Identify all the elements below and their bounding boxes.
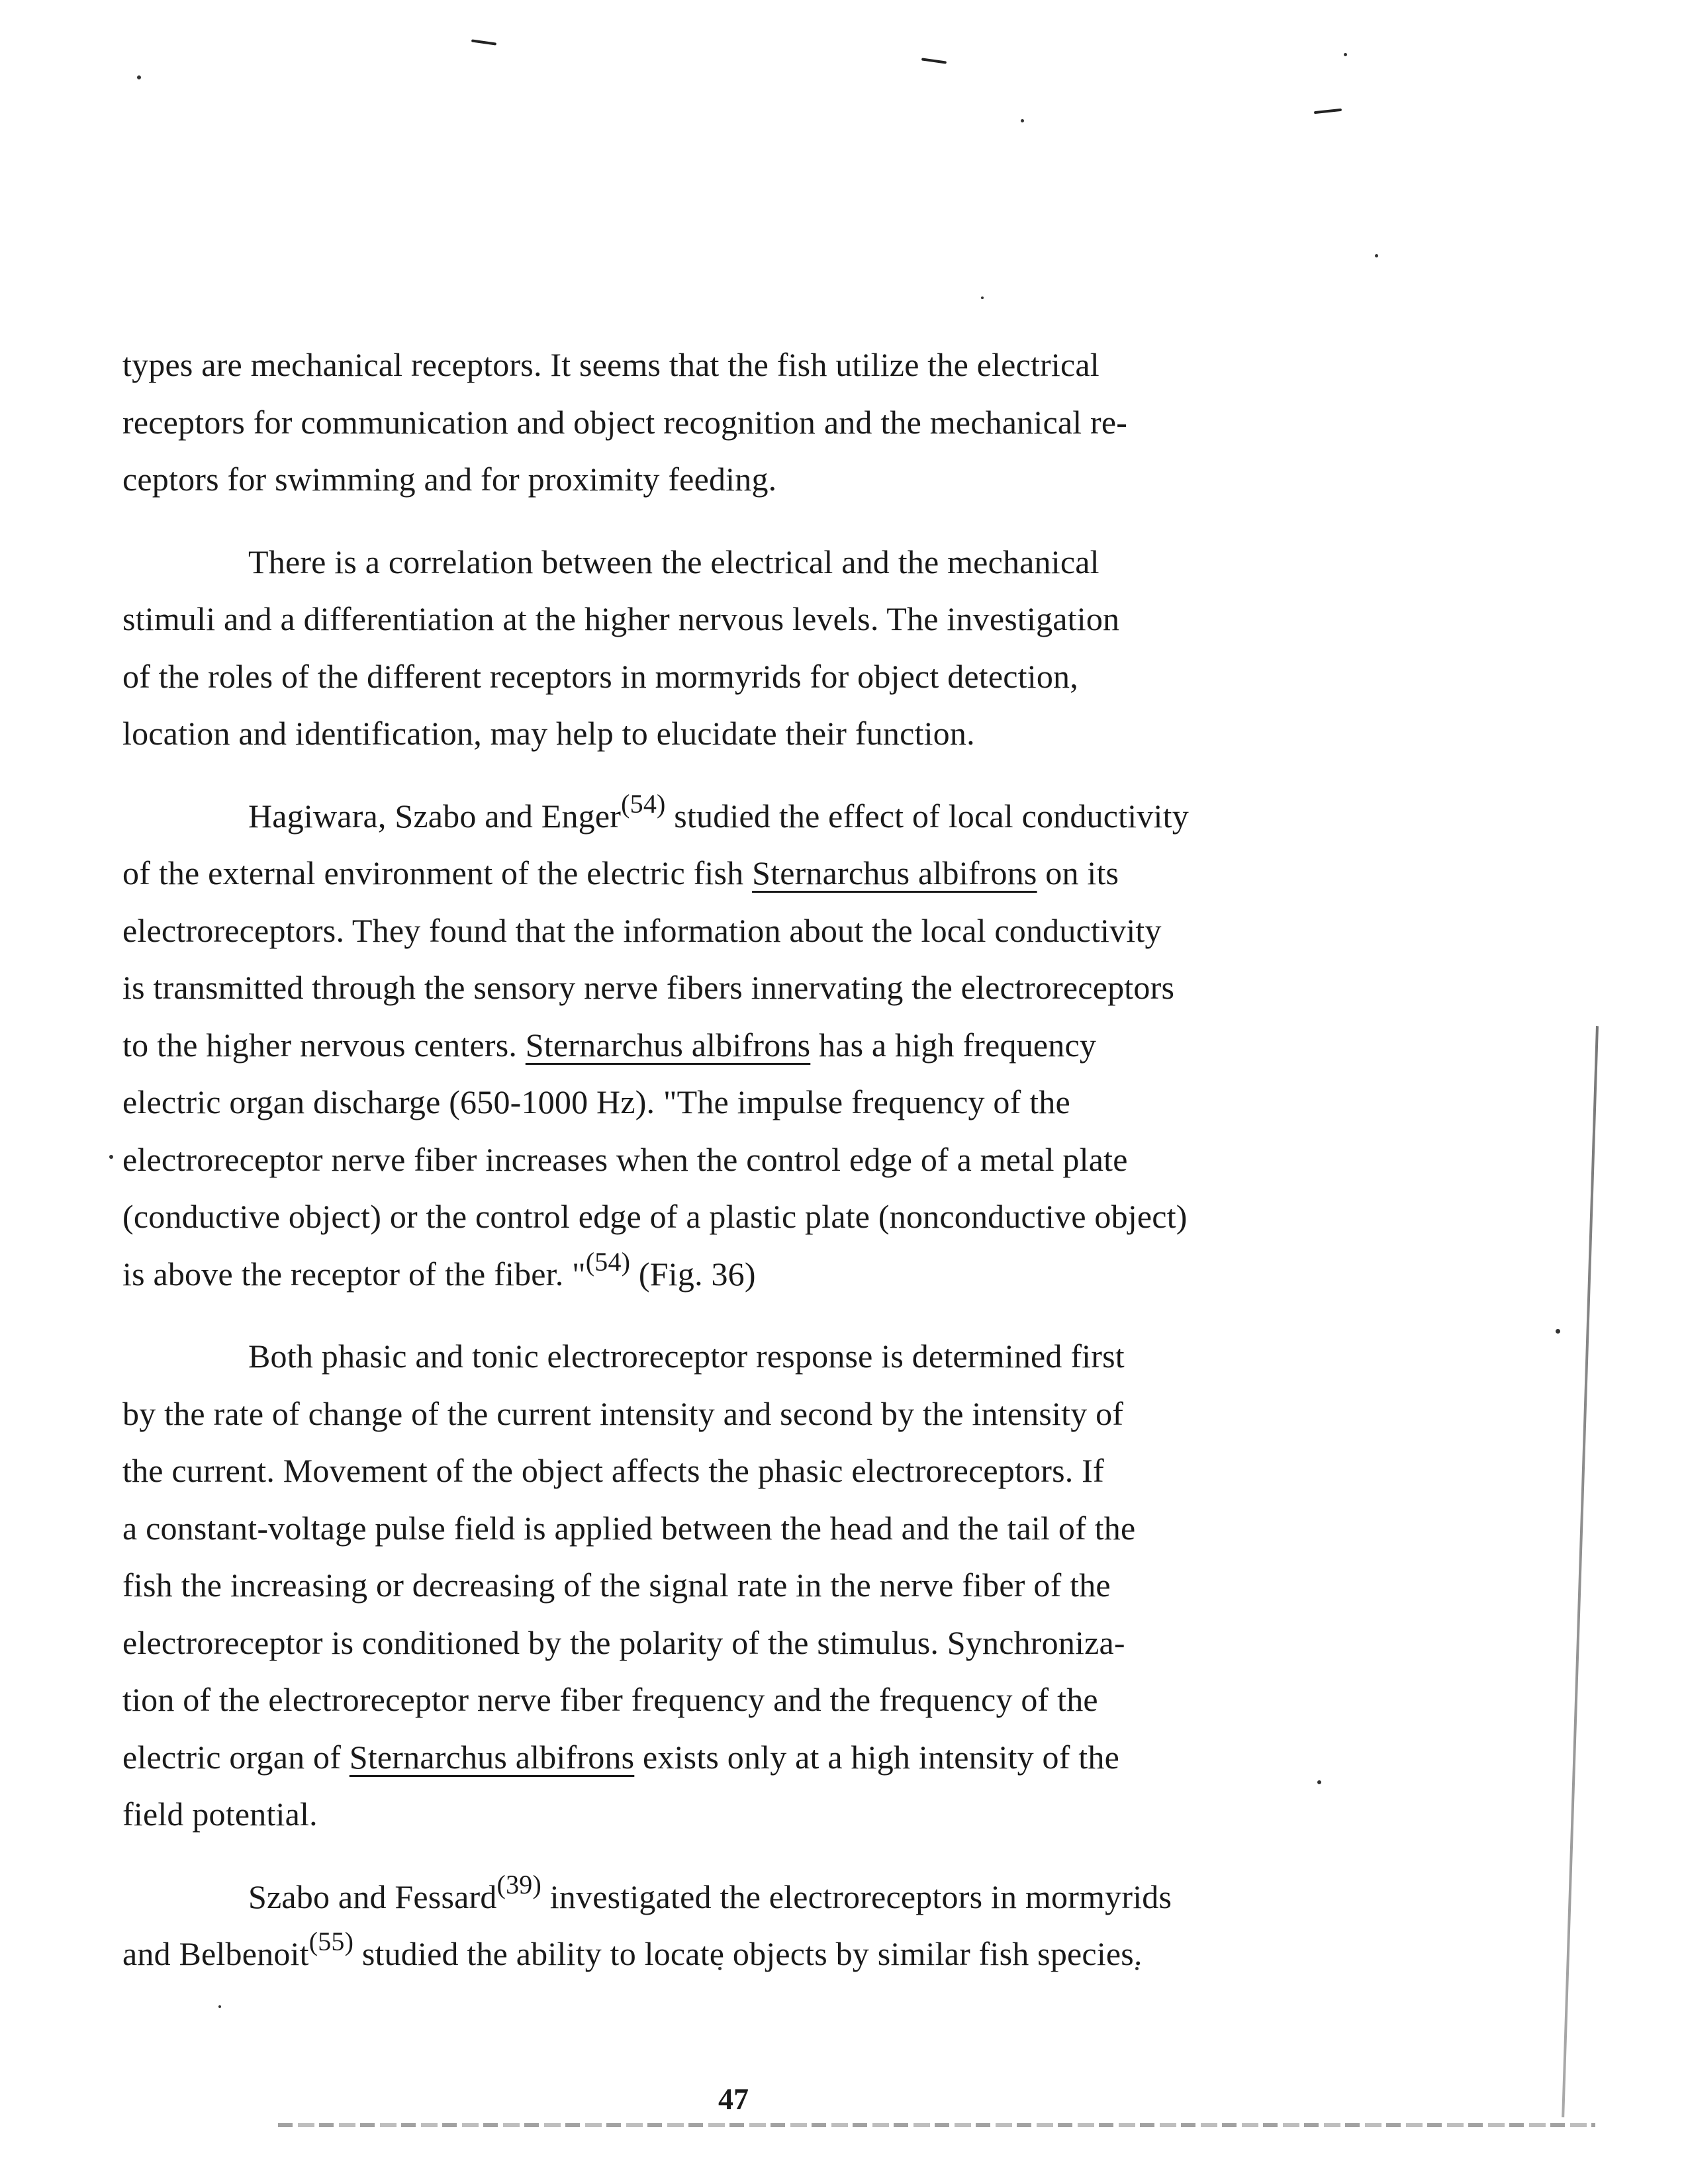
text-line: a constant-voltage pulse field is applied between the head and the tail of the (122, 1509, 1136, 1547)
citation-superscript: (54) (585, 1246, 631, 1277)
text-line (122, 788, 1526, 845)
text-line: fish the increasing or decreasing of the signal rate in the nerve fiber of the (122, 1567, 1111, 1604)
text-line: stimuli and a differentiation at the higher nervous levels. The investigation (122, 600, 1120, 637)
text-line (122, 1925, 1526, 1983)
text-line: is transmitted through the sensory nerve fibers innervating the electroreceptors (122, 969, 1175, 1006)
text-run: Szabo and Fessard (248, 1878, 497, 1915)
text-line: ceptors for swimming and for proximity feeding. (122, 461, 777, 498)
citation-superscript: (54) (621, 788, 666, 819)
text-run: to the higher nervous centers. (122, 1026, 526, 1064)
scan-speck (1344, 53, 1347, 56)
text-line: field potential. (122, 1796, 318, 1833)
paragraph-2 (122, 533, 1526, 762)
text-run: investigated the electroreceptors in mormyrids (541, 1878, 1172, 1915)
paragraph-1 (122, 336, 1526, 508)
text-line: electroreceptors. They found that the information about the local conductivity (122, 911, 1162, 949)
scan-page-edge (1562, 1026, 1599, 2117)
text-run: electric organ of (122, 1738, 350, 1776)
text-line (122, 844, 1526, 902)
text-line: receptors for communication and object recognition and the mechanical re- (122, 403, 1128, 441)
scan-mark (921, 58, 947, 64)
text-run: studied the effect of local conductivity (665, 797, 1189, 835)
text-run: studied the ability to locate objects by similar fish species. (353, 1935, 1143, 1972)
text-line (122, 1246, 1526, 1303)
page-number: 47 (718, 2082, 749, 2116)
text-line: There is a correlation between the electrical and the mechanical (248, 543, 1099, 580)
text-run: of the external environment of the electric fish (122, 854, 753, 891)
citation-superscript: (39) (496, 1869, 541, 1899)
paragraph-3 (122, 788, 1526, 1303)
text-line: electroreceptor is conditioned by the polarity of the stimulus. Synchroniza- (122, 1623, 1125, 1661)
species-name: Sternarchus albifrons (349, 1738, 635, 1776)
text-run: and Belbenoit (122, 1935, 309, 1972)
species-name: Sternarchus albifrons (525, 1026, 811, 1064)
scan-speck (109, 1155, 113, 1159)
text-run: on its (1037, 854, 1119, 891)
scan-mark (1314, 109, 1342, 114)
citation-superscript: (55) (308, 1927, 354, 1956)
paragraph-5 (122, 1868, 1526, 1983)
scan-speck (1021, 119, 1024, 122)
text-run: (Fig. 36) (630, 1255, 756, 1293)
text-line (122, 1868, 1526, 1926)
text-run: is above the receptor of the fiber. " (122, 1255, 586, 1293)
text-run: Hagiwara, Szabo and Enger (248, 797, 622, 835)
text-line: tion of the electroreceptor nerve fiber frequency and the frequency of the (122, 1681, 1098, 1718)
scan-speck (1556, 1329, 1560, 1334)
text-line: electroreceptor nerve fiber increases when the control edge of a metal plate (122, 1140, 1128, 1178)
body-text (122, 336, 1526, 2008)
text-line (122, 1729, 1526, 1786)
text-line: of the roles of the different receptors in mormyrids for object detection, (122, 657, 1078, 695)
text-line: location and identification, may help to elucidate their function. (122, 715, 975, 752)
text-run: has a high frequency (810, 1026, 1097, 1064)
scan-bottom-noise (278, 2123, 1595, 2127)
scan-speck (1375, 254, 1378, 257)
text-line: the current. Movement of the object affects the phasic electroreceptors. If (122, 1452, 1104, 1489)
paragraph-4 (122, 1328, 1526, 1843)
text-line: by the rate of change of the current intensity and second by the intensity of (122, 1394, 1124, 1432)
scan-speck (137, 75, 141, 79)
text-line: electric organ discharge (650-1000 Hz). "The impulse frequency of the (122, 1083, 1070, 1120)
scan-mark (471, 39, 496, 45)
scan-speck (981, 296, 984, 299)
text-line (122, 1017, 1526, 1074)
text-line: types are mechanical receptors. It seems that the fish utilize the electrical (122, 346, 1099, 383)
text-run: exists only at a high intensity of the (634, 1738, 1119, 1776)
species-name: Sternarchus albifrons (752, 854, 1037, 891)
text-line: (conductive object) or the control edge of a plastic plate (nonconductive object) (122, 1198, 1188, 1235)
text-line: Both phasic and tonic electroreceptor response is determined first (248, 1338, 1125, 1375)
